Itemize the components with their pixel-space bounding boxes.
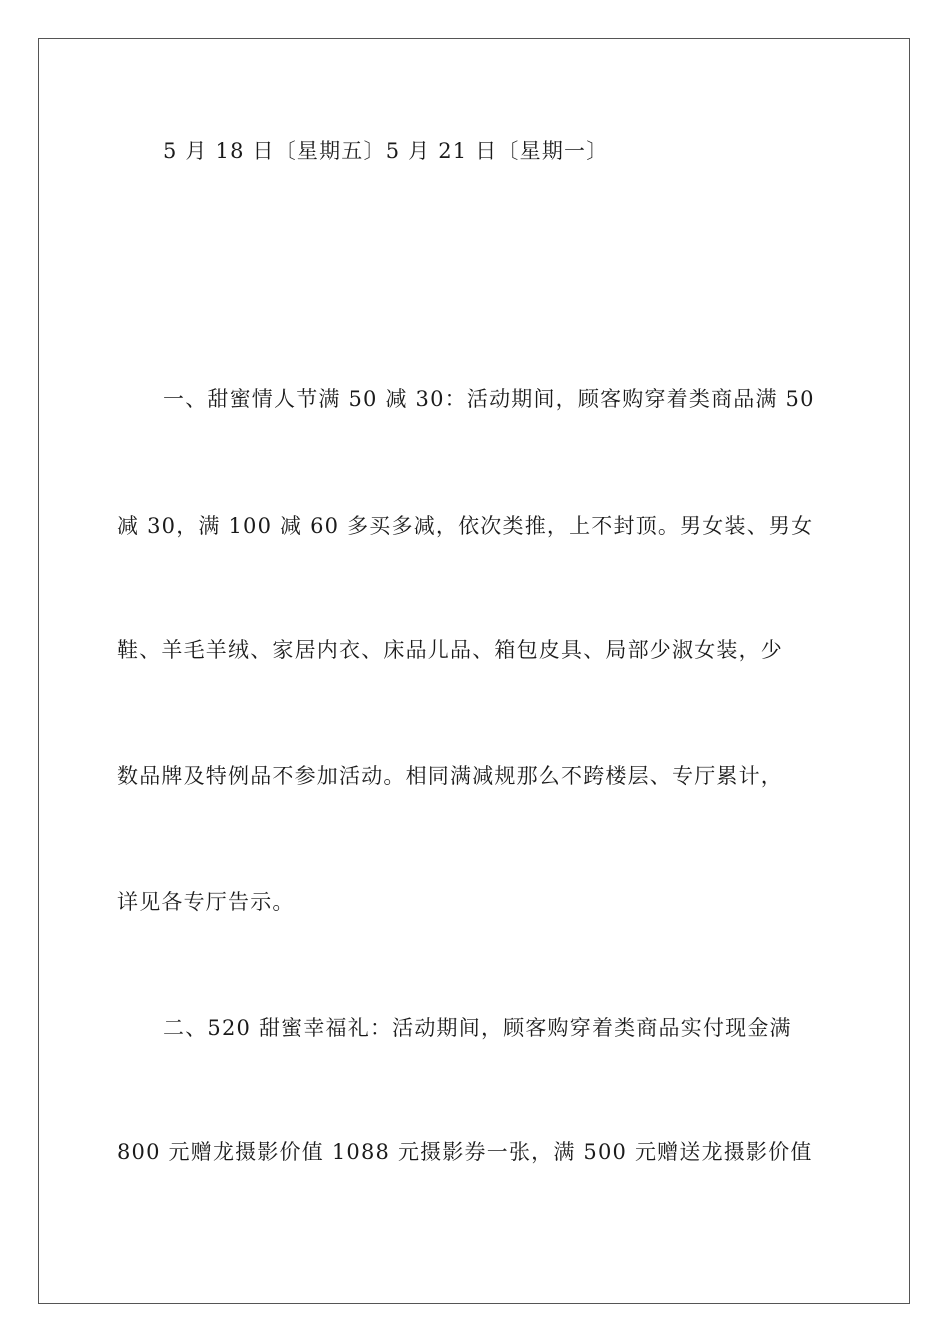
date-line: 5 月 18 日〔星期五〕5 月 21 日〔星期一〕 — [163, 139, 609, 163]
paragraph-2-line-1: 二、520 甜蜜幸福礼：活动期间，顾客购穿着类商品实付现金满 — [163, 1016, 792, 1040]
paragraph-1-line-1: 一、甜蜜情人节满 50 减 30：活动期间，顾客购穿着类商品满 50 — [163, 387, 815, 411]
page-border — [38, 38, 910, 1304]
paragraph-1-line-2: 减 30，满 100 减 60 多买多减，依次类推，上不封顶。男女装、男女 — [117, 514, 814, 538]
paragraph-1-line-3: 鞋、羊毛羊绒、家居内衣、床品儿品、箱包皮具、局部少淑女装，少 — [117, 638, 783, 662]
paragraph-1-line-5: 详见各专厅告示。 — [117, 890, 295, 914]
paragraph-1-line-4: 数品牌及特例品不参加活动。相同满减规那么不跨楼层、专厅累计， — [117, 764, 783, 788]
paragraph-2-line-2: 800 元赠龙摄影价值 1088 元摄影券一张，满 500 元赠送龙摄影价值 — [117, 1140, 813, 1164]
